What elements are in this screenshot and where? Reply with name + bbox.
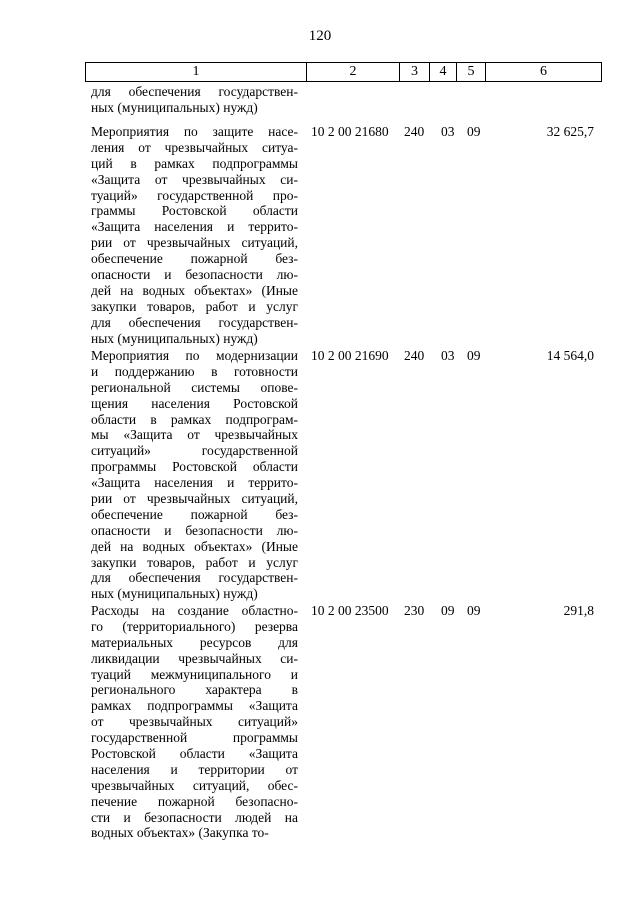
subsection-code: 09 bbox=[467, 348, 481, 363]
description-line: ций в рамках подпрограммы bbox=[91, 155, 298, 171]
carryover-line: ных (муниципальных) нужд) bbox=[91, 99, 258, 115]
description-line: «Защита населения и террито- bbox=[91, 219, 298, 235]
description-line: ситуаций» государственной bbox=[91, 443, 298, 459]
description-line: «Защита от чрезвычайных си- bbox=[91, 171, 298, 187]
description-line: для обеспечения государствен- bbox=[91, 314, 298, 330]
description-line: дей на водных объектах» (Иные bbox=[91, 282, 298, 298]
description-line: материальных ресурсов для bbox=[91, 634, 298, 650]
subsection-code: 09 bbox=[467, 124, 481, 139]
description-line: и поддержанию в готовности bbox=[91, 363, 298, 379]
row-description bbox=[91, 124, 298, 346]
expense-type-code: 240 bbox=[404, 348, 425, 363]
description-line: населения и территории от bbox=[91, 761, 298, 777]
description-line: дей на водных объектах» (Иные bbox=[91, 538, 298, 554]
description-line: обеспечение пожарной без- bbox=[91, 506, 298, 522]
description-line: Ростовской области «Защита bbox=[91, 746, 298, 762]
description-line: опасности и безопасности лю- bbox=[91, 522, 298, 538]
carryover-description bbox=[91, 84, 298, 116]
description-line: ных (муниципальных) нужд) bbox=[91, 330, 258, 346]
header-col-5: 5 bbox=[457, 63, 486, 81]
target-article-code: 10 2 00 23500 bbox=[311, 603, 389, 618]
description-line: программы Ростовской области bbox=[91, 459, 298, 475]
description-line: Мероприятия по модернизации bbox=[91, 348, 298, 363]
description-line: области в рамках подпрограм- bbox=[91, 411, 298, 427]
description-line: закупки товаров, работ и услуг bbox=[91, 298, 298, 314]
header-col-4: 4 bbox=[430, 63, 457, 81]
description-line: ления от чрезвычайных ситуа- bbox=[91, 139, 298, 155]
description-line: сти и безопасности людей на bbox=[91, 809, 298, 825]
amount-value: 32 625,7 bbox=[546, 124, 594, 139]
expense-type-code: 240 bbox=[404, 124, 425, 139]
description-line: Расходы на создание областно- bbox=[91, 603, 298, 618]
expense-type-code: 230 bbox=[404, 603, 425, 618]
description-line: региональной системы опове- bbox=[91, 379, 298, 395]
description-line: опасности и безопасности лю- bbox=[91, 267, 298, 283]
amount-value: 14 564,0 bbox=[546, 348, 594, 363]
description-line: обеспечение пожарной без- bbox=[91, 251, 298, 267]
description-line: «Защита населения и террито- bbox=[91, 475, 298, 491]
description-line: го (территориального) резерва bbox=[91, 618, 298, 634]
description-line: ных (муниципальных) нужд) bbox=[91, 586, 258, 602]
description-line: для обеспечения государствен- bbox=[91, 570, 298, 586]
description-line: печение пожарной безопасно- bbox=[91, 793, 298, 809]
description-line: щения населения Ростовской bbox=[91, 395, 298, 411]
description-line: водных объектах» (Закупка то- bbox=[91, 825, 269, 841]
description-line: рии от чрезвычайных ситуаций, bbox=[91, 491, 298, 507]
description-line: туаций межмуниципального и bbox=[91, 666, 298, 682]
description-line: мы «Защита от чрезвычайных bbox=[91, 427, 298, 443]
target-article-code: 10 2 00 21690 bbox=[311, 348, 389, 363]
section-code: 03 bbox=[441, 348, 455, 363]
description-line: государственной программы bbox=[91, 730, 298, 746]
description-line: рии от чрезвычайных ситуаций, bbox=[91, 235, 298, 251]
description-line: от чрезвычайных ситуаций» bbox=[91, 714, 298, 730]
row-description bbox=[91, 603, 298, 841]
header-col-2: 2 bbox=[307, 63, 400, 81]
description-line: граммы Ростовской области bbox=[91, 203, 298, 219]
description-line: регионального характера в bbox=[91, 682, 298, 698]
description-line: Мероприятия по защите насе- bbox=[91, 124, 298, 139]
header-col-3: 3 bbox=[400, 63, 430, 81]
description-line: ликвидации чрезвычайных си- bbox=[91, 650, 298, 666]
amount-value: 291,8 bbox=[563, 603, 594, 618]
description-line: рамках подпрограммы «Защита bbox=[91, 698, 298, 714]
page-number: 120 bbox=[308, 28, 332, 44]
section-code: 03 bbox=[441, 124, 455, 139]
description-line: чрезвычайных ситуаций, обес- bbox=[91, 777, 298, 793]
carryover-line: для обеспечения государствен- bbox=[91, 84, 298, 99]
header-col-6: 6 bbox=[540, 64, 547, 79]
target-article-code: 10 2 00 21680 bbox=[311, 124, 389, 139]
subsection-code: 09 bbox=[467, 603, 481, 618]
description-line: туаций» государственной про- bbox=[91, 187, 298, 203]
row-description bbox=[91, 348, 298, 602]
section-code: 09 bbox=[441, 603, 455, 618]
header-col-1: 1 bbox=[86, 63, 307, 81]
table-header bbox=[85, 62, 602, 82]
description-line: закупки товаров, работ и услуг bbox=[91, 554, 298, 570]
